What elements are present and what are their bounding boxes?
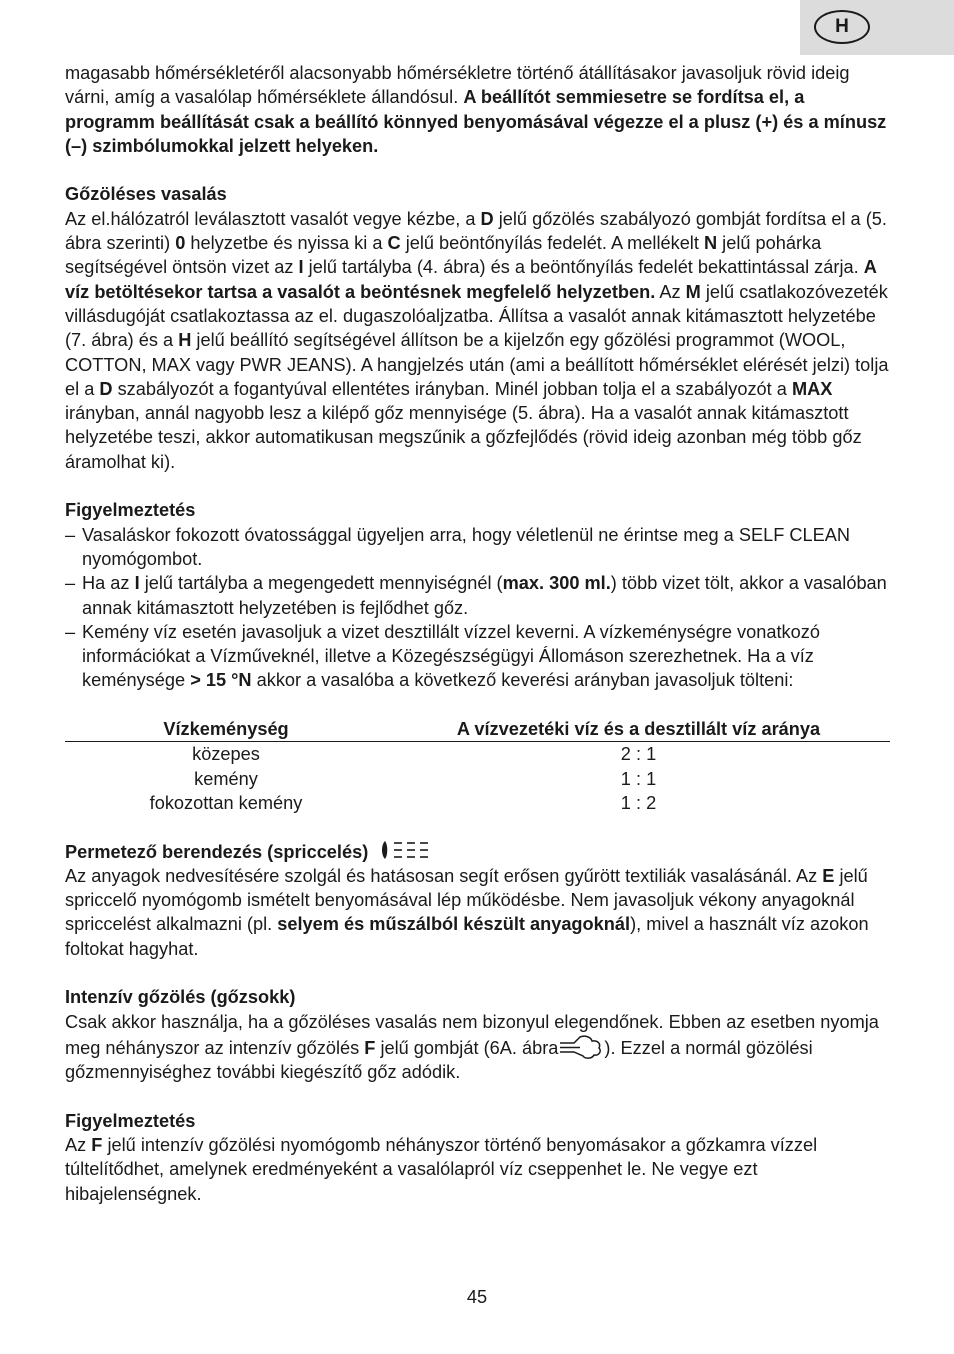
language-badge: H (814, 10, 870, 44)
table-header-hardness: Vízkeménység (65, 717, 387, 742)
steam-ironing-heading: Gőzöléses vasalás (65, 184, 227, 205)
table-header-ratio: A vízvezetéki víz és a desztillált víz aránya (387, 717, 890, 742)
table-cell-ratio: 2 : 1 (620, 744, 657, 765)
water-hardness-table (65, 717, 890, 815)
table-cell-ratio: 1 : 2 (620, 792, 657, 813)
spray-paragraph: Az anyagok nedvesítésére szolgál és hatásosan segít erősen gyűrött textiliák vasalásánál. Az E jelű spriccelő nyomógomb ismételt benyomásával lép működésbe. Nem javasoljuk vékony anyagoknál spriccelést alkalmazni (pl. selyem és műszálból készült anyagoknál), mivel a használt víz azokon foltokat hagyhat. (65, 865, 869, 959)
table-cell-hardness: fokozottan kemény (149, 792, 303, 813)
intense-steam-heading: Intenzív gőzölés (gőzsokk) (65, 987, 296, 1008)
table-cell-hardness: kemény (194, 768, 258, 789)
spray-heading: Permetező berendezés (spriccelés) (65, 840, 895, 864)
table-cell-ratio: 1 : 1 (620, 768, 657, 789)
table-row (65, 791, 890, 815)
table-row (65, 767, 890, 791)
warning-item: – Ha az I jelű tartályba a megengedett mennyiségnél (max. 300 ml.) több vizet tölt, akkor a vasalóban annak kitámasztott helyzetében is fejlődhet gőz. (65, 571, 895, 620)
steam-shot-icon (558, 1034, 604, 1060)
intro-bold: A beállítót semmiesetre se fordítsa el, a programm beállítását csak a beállító könnyed benyomásával végezze el a plusz (+) és a mínusz (–) szimbólumokkal jelzett helyeken. (65, 87, 887, 156)
table-row (65, 742, 890, 767)
warning-paragraph-2: Az F jelű intenzív gőzölési nyomógomb néhányszor történő benyomásakor a gőzkamra vízzel túltelítődhet, amelynek eredményeként a vasalólapról víz cseppenhet le. Ne vegye ezt hibajelenségnek. (65, 1135, 818, 1204)
page-content (65, 61, 895, 1206)
spray-icon (382, 840, 434, 860)
intense-steam-paragraph: Csak akkor használja, ha a gőzöléses vasalás nem bizonyul elegendőnek. Ebben az esetben nyomja meg néhányszor az intenzív gőzölés F jelű gombját (6A. ábra ). Ezzel a normál gözölési gőzmennyiséghez további kiegészítő gőz adódik. (65, 1011, 879, 1083)
warning-heading-2: Figyelmeztetés (65, 1110, 196, 1131)
intro-paragraph (65, 61, 895, 158)
language-tab (800, 0, 954, 55)
page-number: 45 (466, 1287, 488, 1307)
warning-heading: Figyelmeztetés (65, 500, 196, 521)
warning-item: – Vasaláskor fokozott óvatossággal ügyeljen arra, hogy véletlenül ne érintse meg a SELF CLEAN nyomógombot. (65, 523, 895, 572)
warning-item: – Kemény víz esetén javasoljuk a vizet desztillált vízzel keverni. A vízkeménységre vonatkozó információkat a Vízműveknél, illetve a Közegészségügyi Állomáson szerezhetnek. Ha a víz keménysége > 15 °N akkor a vasalóba a következő keverési arányban javasoljuk tölteni: (65, 620, 895, 693)
table-cell-hardness: közepes (192, 744, 260, 765)
steam-ironing-paragraph: Az el.hálózatról leválasztott vasalót vegye kézbe, a D jelű gőzölés szabályozó gombját fordítsa el a (5. ábra szerinti) 0 helyzetbe és nyissa ki a C jelű beöntőnyílás fedelét. A mellékelt N jelű pohárka segítségével öntsön vizet az I jelű tartályba (4. ábra) és a beöntőnyílás fedelét bekattintással zárja. A víz betöltésekor tartsa a vasalót a beöntésnek megfelelő helyzetben. Az M jelű csatlakozóvezeték villásdugóját csatlakoztassa az el. dugaszolóaljzatba. Állítsa a vasalót annak kitámasztott helyzetébe (7. ábra) és a H jelű beállító segítségével állítson be a kijelzőn egy gőzölési programmot (WOOL, COTTON, MAX vagy PWR JEANS). A hangjelzés után (ami a beállított hőmérséklet elérését jelzi) tolja el a D szabályozót a fogantyúval ellentétes irányban. Minél jobban tolja el a szabályozót a MAX irányban, annál nagyobb lesz a kilépő gőz mennyisége (5. ábra). Ha a vasalót annak kitámasztott helyzetébe teszi, akkor automatikusan megszűnik a gőzfejlődés (rövid ideig azonban még több gőz áramolhat ki). (65, 208, 889, 472)
warning-list (65, 523, 895, 693)
intro-text: magasabb hőmérsékletéről alacsonyabb hőmérsékletre történő átállításakor javasoljuk rövid ideig várni, amíg a vasalólap hőmérséklete állandósul. (65, 63, 850, 108)
